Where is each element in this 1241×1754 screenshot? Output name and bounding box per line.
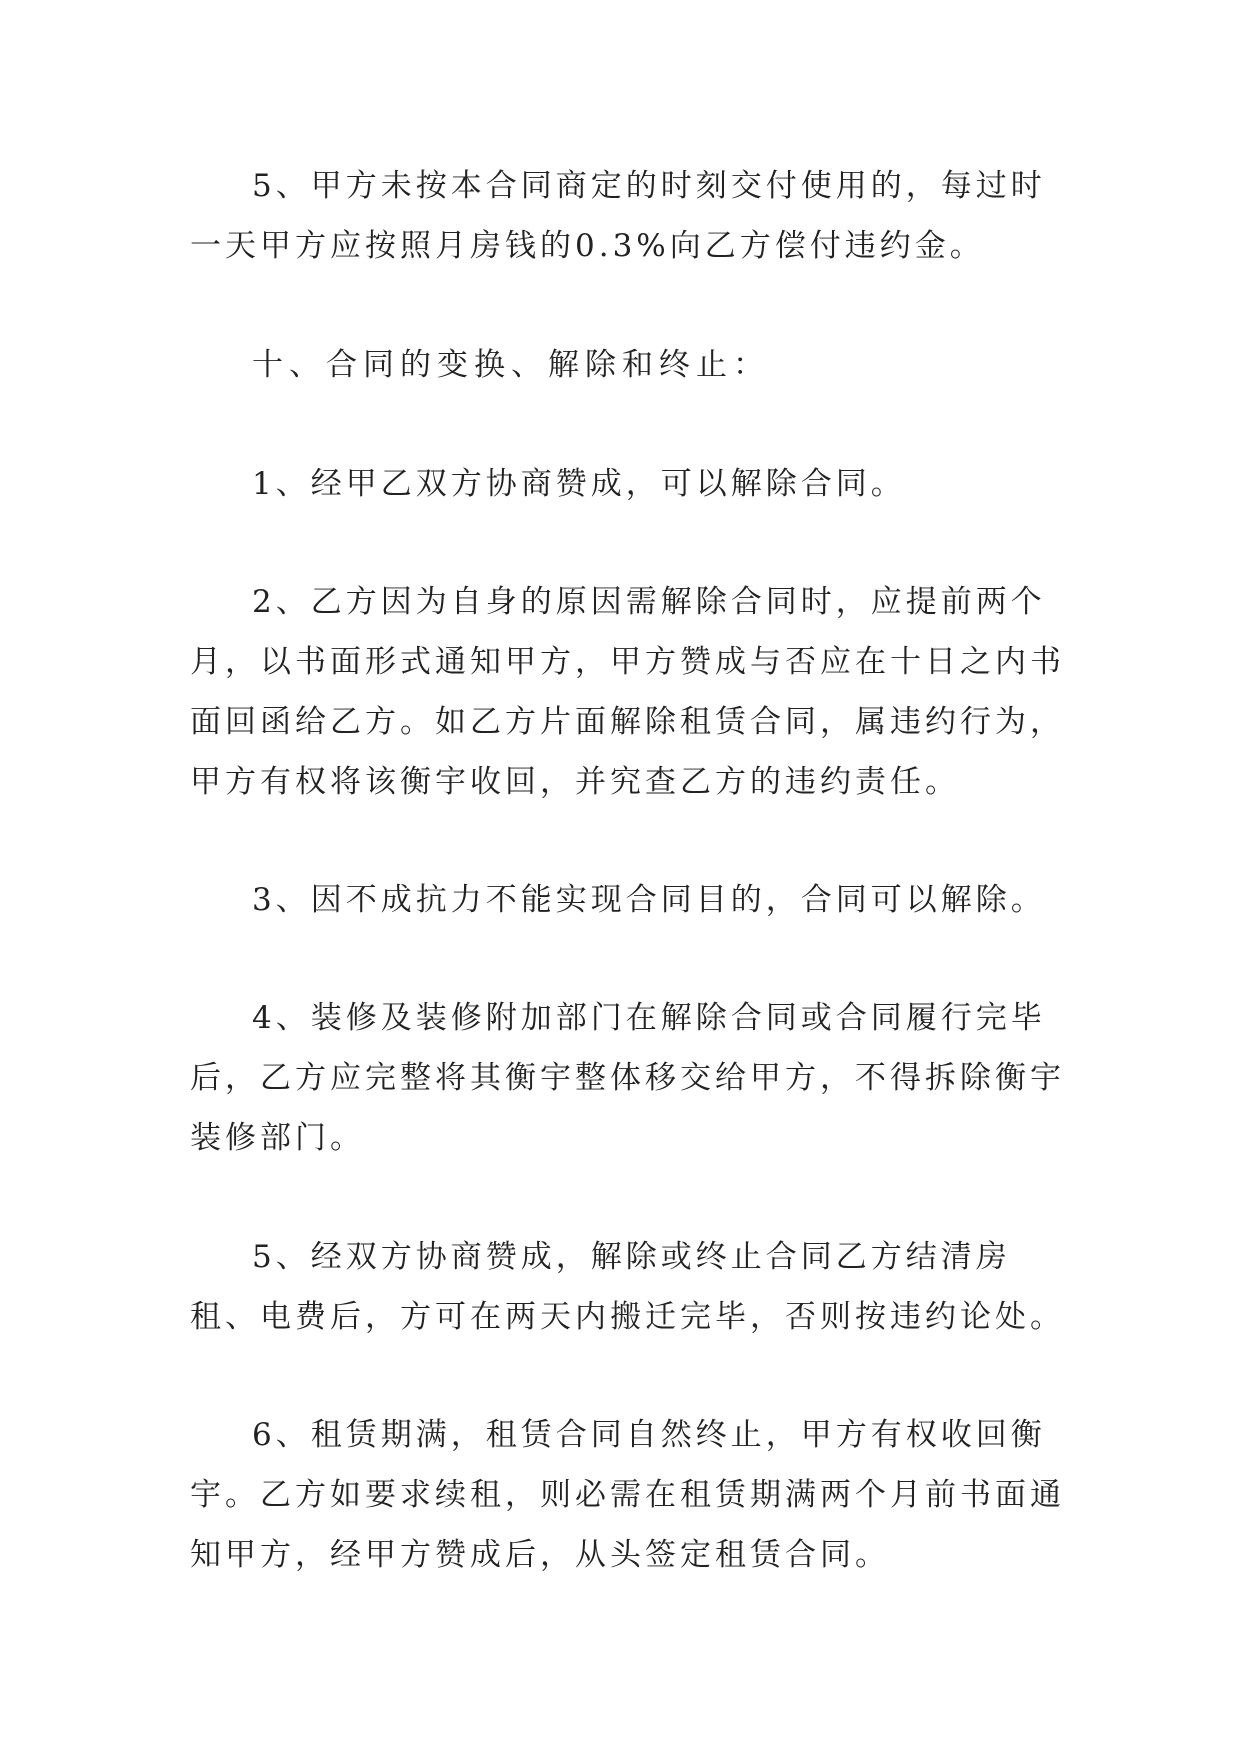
paragraph-5-settlement: 5、经双方协商赞成，解除或终止合同乙方结清房租、电费后，方可在两天内搬迁完毕，否则按违约论处。 bbox=[190, 1239, 1065, 1335]
paragraph-4-decoration-handover: 4、装修及装修附加部门在解除合同或合同履行完毕后，乙方应完整将其衡宇整体移交给甲方，不得拆除衡宇装修部门。 bbox=[190, 1000, 1065, 1156]
paragraph-1-mutual-termination: 1、经甲乙双方协商赞成，可以解除合同。 bbox=[252, 466, 906, 502]
paragraph-6-lease-expiry: 6、租赁期满，租赁合同自然终止，甲方有权收回衡宇。乙方如要求续租，则必需在租赁期满两个月前书面通知甲方，经甲方赞成后，从头签定租赁合同。 bbox=[190, 1417, 1065, 1573]
paragraph-3-force-majeure: 3、因不成抗力不能实现合同目的，合同可以解除。 bbox=[252, 882, 1046, 918]
paragraph-2-tenant-termination: 2、乙方因为自身的原因需解除合同时，应提前两个月，以书面形式通知甲方，甲方赞成与否应在十日之内书面回函给乙方。如乙方片面解除租赁合同，属违约行为，甲方有权将该衡宇收回，并究查乙方的违约责任。 bbox=[190, 584, 1065, 800]
section-heading-contract-change: 十、合同的变换、解除和终止： bbox=[252, 347, 770, 383]
paragraph-5-late-delivery: 5、甲方未按本合同商定的时刻交付使用的，每过时一天甲方应按照月房钱的0.3%向乙方偿付违约金。 bbox=[190, 168, 1046, 264]
